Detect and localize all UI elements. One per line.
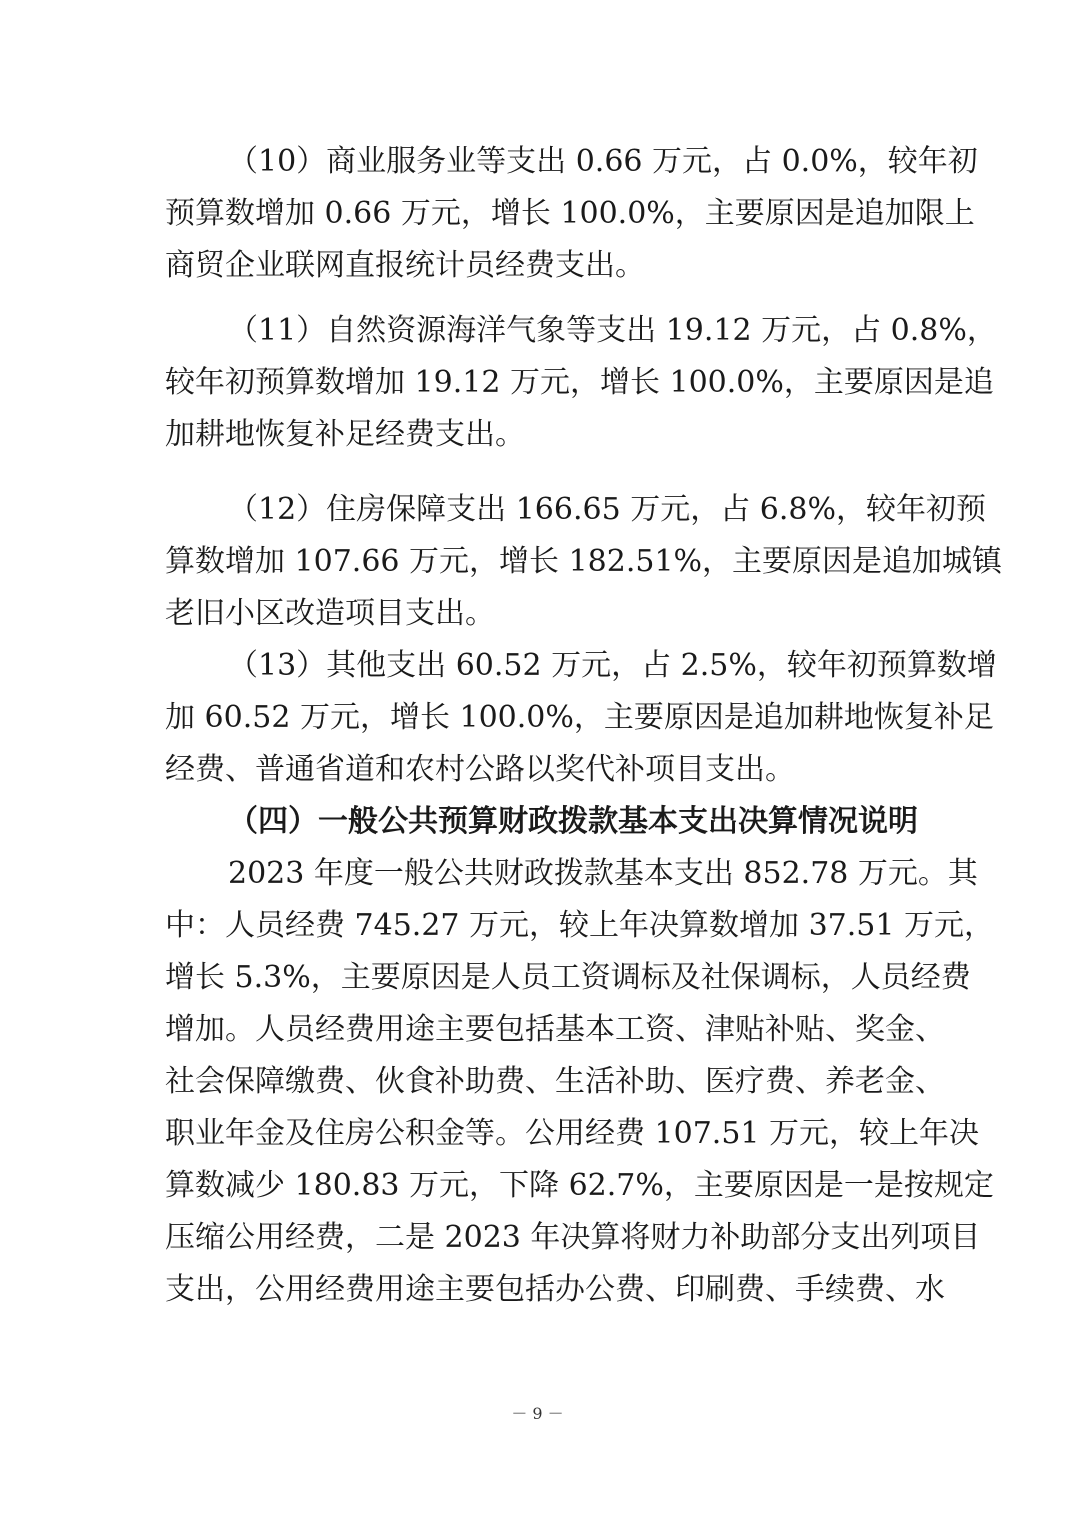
section-body-line-1: 2023 年度一般公共财政拨款基本支出 852.78 万元。其: [228, 856, 978, 891]
paragraph-10-line-2: 预算数增加 0.66 万元，增长 100.0%，主要原因是追加限上: [165, 196, 975, 231]
paragraph-11-line-1: （11）自然资源海洋气象等支出 19.12 万元，占 0.8%，: [228, 313, 997, 348]
paragraph-10-line-1: （10）商业服务业等支出 0.66 万元，占 0.0%，较年初: [228, 144, 978, 179]
paragraph-13-line-2: 加 60.52 万元，增长 100.0%，主要原因是追加耕地恢复补足: [165, 700, 994, 735]
section-body-line-5: 社会保障缴费、伙食补助费、生活补助、医疗费、养老金、: [165, 1064, 945, 1099]
paragraph-12-line-1: （12）住房保障支出 166.65 万元，占 6.8%，较年初预: [228, 492, 986, 527]
section-body-line-4: 增加。人员经费用途主要包括基本工资、津贴补贴、奖金、: [165, 1012, 945, 1047]
paragraph-11-line-2: 较年初预算数增加 19.12 万元，增长 100.0%，主要原因是追: [165, 365, 994, 400]
section-heading: （四）一般公共预算财政拨款基本支出决算情况说明: [228, 804, 918, 839]
paragraph-11-line-3: 加耕地恢复补足经费支出。: [165, 417, 525, 452]
paragraph-10-line-3: 商贸企业联网直报统计员经费支出。: [165, 248, 645, 283]
paragraph-12-line-3: 老旧小区改造项目支出。: [165, 596, 495, 631]
paragraph-12-line-2: 算数增加 107.66 万元，增长 182.51%，主要原因是追加城镇: [165, 544, 1003, 579]
section-body-line-8: 压缩公用经费，二是 2023 年决算将财力补助部分支出列项目: [165, 1220, 981, 1255]
section-body-line-6: 职业年金及住房公积金等。公用经费 107.51 万元，较上年决: [165, 1116, 980, 1151]
section-body-line-3: 增长 5.3%，主要原因是人员工资调标及社保调标，人员经费: [165, 960, 971, 995]
section-body-line-7: 算数减少 180.83 万元，下降 62.7%，主要原因是一是按规定: [165, 1168, 994, 1203]
paragraph-13-line-3: 经费、普通省道和农村公路以奖代补项目支出。: [165, 752, 795, 787]
section-body-line-9: 支出，公用经费用途主要包括办公费、印刷费、手续费、水: [165, 1272, 945, 1307]
section-body-line-2: 中：人员经费 745.27 万元，较上年决算数增加 37.51 万元，: [165, 908, 994, 943]
page-number: － 9 －: [511, 1404, 564, 1423]
paragraph-13-line-1: （13）其他支出 60.52 万元，占 2.5%，较年初预算数增: [228, 648, 997, 683]
